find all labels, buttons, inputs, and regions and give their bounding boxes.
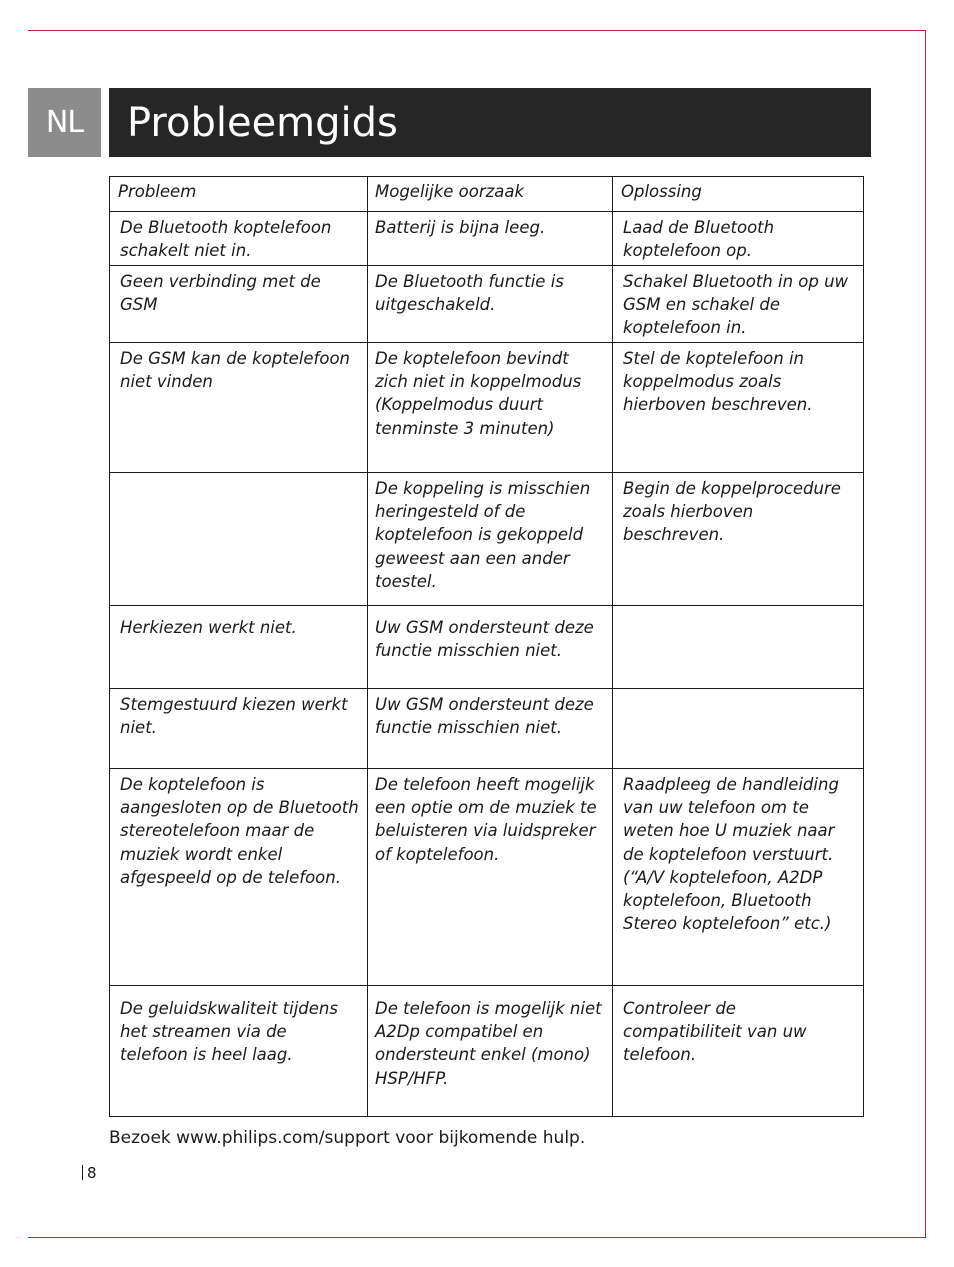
cause-cell: Batterij is bijna leeg. [368, 212, 613, 266]
solution-cell: Raadpleeg de handleiding van uw telefoon om te weten hoe U muziek naar de koptelefoon verstuurt. (“A/V koptelefoon, A2DP koptelefoon, Bluetooth Stereo koptelefoon” etc.) [613, 769, 864, 986]
problem-cell: Geen verbinding met de GSM [110, 266, 368, 343]
page-number-rule [82, 1165, 83, 1180]
cause-cell: De koptelefoon bevindt zich niet in koppelmodus (Koppelmodus duurt tenminste 3 minuten) [368, 343, 613, 473]
table-row [110, 343, 864, 473]
table-row [110, 212, 864, 266]
problem-cell: Herkiezen werkt niet. [110, 606, 368, 689]
problem-cell: De GSM kan de koptelefoon niet vinden [110, 343, 368, 473]
solution-cell: Controleer de compatibiliteit van uw telefoon. [613, 986, 864, 1117]
cause-cell: De koppeling is misschien heringesteld of de koptelefoon is gekoppeld geweest aan een ander toestel. [368, 473, 613, 606]
page-frame-bottom-line [28, 1237, 926, 1238]
table-row [110, 606, 864, 689]
column-header-problem: Probleem [110, 177, 368, 212]
problem-cell: De geluidskwaliteit tijdens het streamen via de telefoon is heel laag. [110, 986, 368, 1117]
page-frame-top-line [28, 30, 926, 31]
problem-cell [110, 473, 368, 606]
page-number [82, 1163, 97, 1183]
page-frame-right-line [925, 30, 926, 1238]
solution-cell [613, 606, 864, 689]
solution-cell: Stel de koptelefoon in koppelmodus zoals hierboven beschreven. [613, 343, 864, 473]
cause-cell: Uw GSM ondersteunt deze functie misschien niet. [368, 689, 613, 769]
table-row [110, 689, 864, 769]
table-row [110, 986, 864, 1117]
table-header-row [110, 177, 864, 212]
cause-cell: De telefoon heeft mogelijk een optie om de muziek te beluisteren via luidspreker of koptelefoon. [368, 769, 613, 986]
table-row [110, 266, 864, 343]
page-title: Probleemgids [127, 100, 398, 146]
solution-cell: Laad de Bluetooth koptelefoon op. [613, 212, 864, 266]
title-bar [109, 88, 871, 157]
cause-cell: De telefoon is mogelijk niet A2Dp compatibel en ondersteunt enkel (mono) HSP/HFP. [368, 986, 613, 1117]
problem-cell: De koptelefoon is aangesloten op de Bluetooth stereotelefoon maar de muziek wordt enkel afgespeeld op de telefoon. [110, 769, 368, 986]
problem-cell: De Bluetooth koptelefoon schakelt niet in. [110, 212, 368, 266]
cause-cell: Uw GSM ondersteunt deze functie misschien niet. [368, 606, 613, 689]
problem-cell: Stemgestuurd kiezen werkt niet. [110, 689, 368, 769]
cause-cell: De Bluetooth functie is uitgeschakeld. [368, 266, 613, 343]
troubleshooting-table [109, 176, 864, 1117]
column-header-solution: Oplossing [613, 177, 864, 212]
solution-cell: Schakel Bluetooth in op uw GSM en schakel de koptelefoon in. [613, 266, 864, 343]
support-note: Bezoek www.philips.com/support voor bijkomende hulp. [109, 1128, 586, 1148]
table-row [110, 473, 864, 606]
table-row [110, 769, 864, 986]
solution-cell: Begin de koppelprocedure zoals hierboven beschreven. [613, 473, 864, 606]
language-badge: NL [28, 88, 101, 157]
page-number-value: 8 [87, 1164, 97, 1182]
column-header-cause: Mogelijke oorzaak [368, 177, 613, 212]
solution-cell [613, 689, 864, 769]
